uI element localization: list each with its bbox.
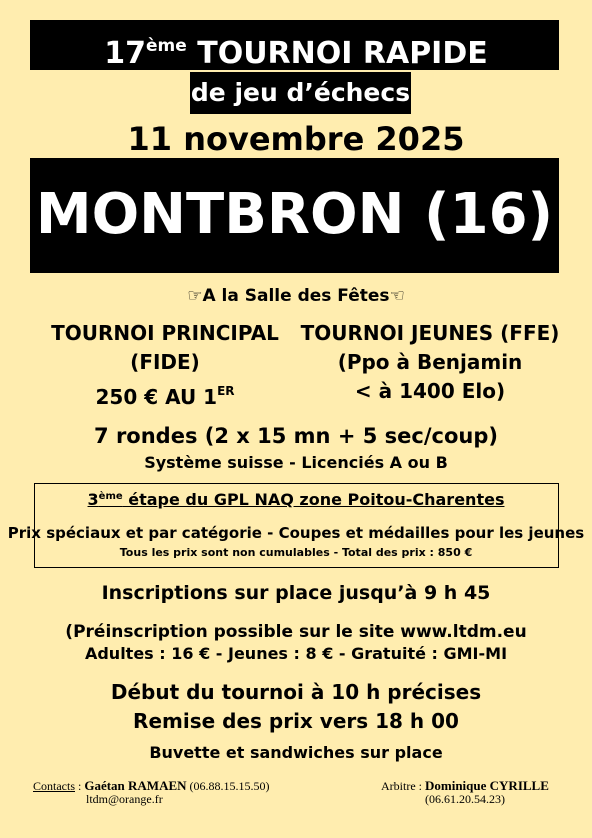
contact-email: ltdm@orange.fr xyxy=(86,792,163,806)
awards-time: Remise des prix vers 18 h 00 xyxy=(133,709,459,733)
gpl-stage xyxy=(0,486,592,511)
edition-suffix: ème xyxy=(146,36,187,56)
youth-tournament-title: TOURNOI JEUNES (FFE) xyxy=(300,321,560,345)
contacts-sep: : xyxy=(75,779,85,793)
main-tournament-title: TOURNOI PRINCIPAL xyxy=(51,321,279,345)
gpl-ordinal xyxy=(88,490,505,509)
entry-fees: Adultes : 16 € - Jeunes : 8 € - Gratuité : GMI-MI xyxy=(84,644,508,663)
youth-tournament-block xyxy=(296,319,564,406)
main-tournament-prize xyxy=(30,377,300,412)
prize-note: Tous les prix sont non cumulables - Total des prix : 850 € xyxy=(119,546,473,559)
event-date: 11 novembre 2025 xyxy=(127,120,465,158)
prize-sup: ER xyxy=(217,384,235,398)
arbiter-phone: (06.61.20.54.23) xyxy=(425,792,505,806)
pairing-system: Système suisse - Licenciés A ou B xyxy=(144,453,448,472)
special-prizes: Prix spéciaux et par catégorie - Coupes et médailles pour les jeunes xyxy=(7,524,585,542)
rounds-format: 7 rondes (2 x 15 mn + 5 sec/coup) xyxy=(94,424,498,448)
edition-number: 17 xyxy=(104,36,146,71)
main-tournament-block xyxy=(30,319,300,412)
preregistration: (Préinscription possible sur le site www.ltdm.eu xyxy=(65,622,527,642)
venue: ☞A la Salle des Fêtes☜ xyxy=(187,286,405,306)
gpl-text: étape du GPL NAQ zone Poitou-Charentes xyxy=(122,490,505,509)
tournament-title xyxy=(0,28,592,72)
main-tournament-rating: (FIDE) xyxy=(130,350,200,374)
title-text: TOURNOI RAPIDE xyxy=(197,36,488,71)
contacts-label: Contacts xyxy=(33,779,75,793)
refreshments: Buvette et sandwiches sur place xyxy=(149,743,443,762)
gpl-ordinal-sup: ème xyxy=(98,491,123,502)
youth-tournament-elo: < à 1400 Elo) xyxy=(354,379,506,403)
onsite-registration: Inscriptions sur place jusqu’à 9 h 45 xyxy=(101,582,491,604)
city-name: MONTBRON (16) xyxy=(35,182,554,247)
subtitle: de jeu d’échecs xyxy=(190,78,411,107)
prize-text: 250 € AU 1 xyxy=(95,385,218,409)
gpl-ordinal-number: 3 xyxy=(87,490,99,509)
arbiter-name: Dominique CYRILLE xyxy=(425,778,549,793)
contact-name: Gaétan RAMAEN xyxy=(84,778,187,793)
start-time: Début du tournoi à 10 h précises xyxy=(110,680,482,704)
contact-phone: (06.88.15.15.50) xyxy=(186,779,270,793)
arbiter-label: Arbitre : xyxy=(381,779,425,793)
youth-tournament-categories: (Ppo à Benjamin xyxy=(337,350,523,374)
